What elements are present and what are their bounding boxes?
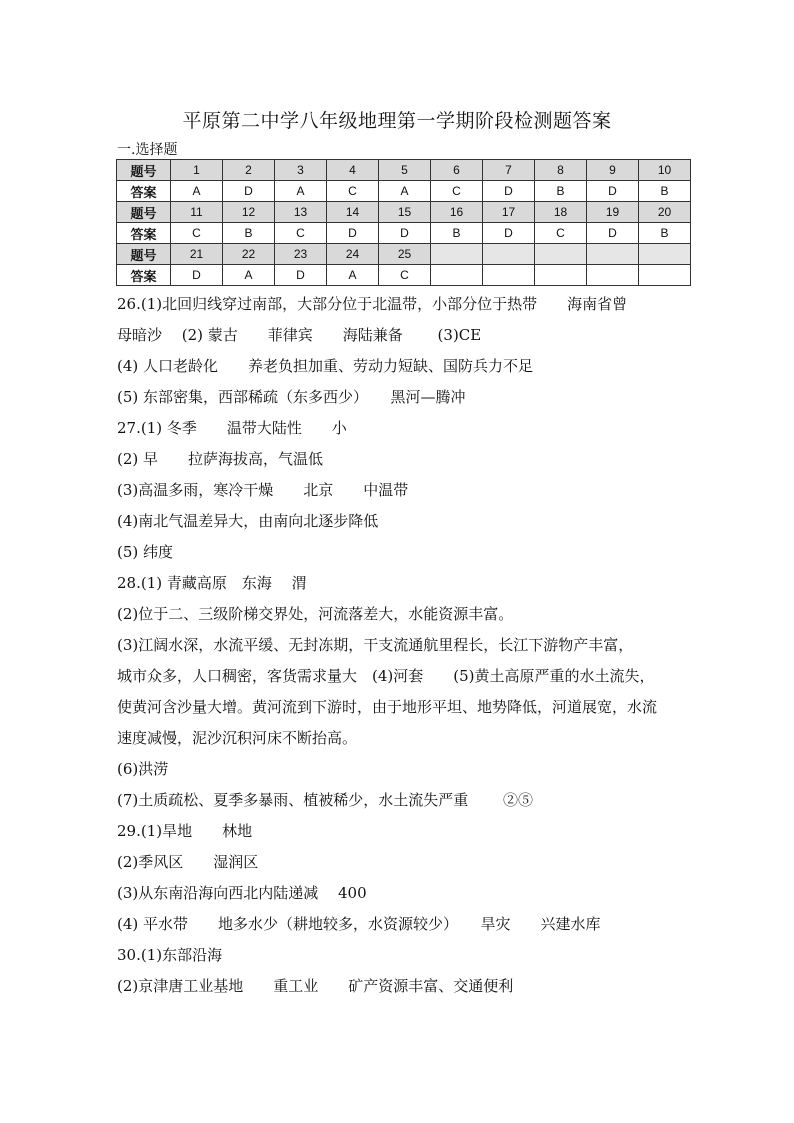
answer-cell [587, 265, 639, 286]
answer-cell [639, 265, 691, 286]
answer-cell [535, 265, 587, 286]
question-number-cell: 4 [327, 160, 379, 181]
answer-cell: D [171, 265, 223, 286]
answer-cell: C [275, 223, 327, 244]
question-number-cell: 21 [171, 244, 223, 265]
answer-line: (4) 人口老龄化 养老负担加重、劳动力短缺、国防兵力不足 [117, 357, 534, 375]
answer-line: (6)洪涝 [117, 760, 169, 778]
answer-line: 母暗沙 (2) 蒙古 菲律宾 海陆兼备 (3)CE [117, 326, 482, 344]
table-number-row [117, 244, 691, 265]
table-answer-row [117, 223, 691, 244]
question-number-cell: 12 [223, 202, 275, 223]
question-number-cell: 19 [587, 202, 639, 223]
answer-cell: C [535, 223, 587, 244]
question-number-cell: 11 [171, 202, 223, 223]
answer-cell: A [379, 181, 431, 202]
answer-line: (4)南北气温差异大，由南向北逐步降低 [117, 512, 379, 530]
question-number-cell: 25 [379, 244, 431, 265]
answer-line: (4) 平水带 地多水少（耕地较多，水资源较少） 旱灾 兴建水库 [117, 915, 601, 933]
question-number-cell: 14 [327, 202, 379, 223]
question-number-cell: 3 [275, 160, 327, 181]
question-number-cell: 5 [379, 160, 431, 181]
answer-cell: C [431, 181, 483, 202]
answer-cell: D [379, 223, 431, 244]
question-number-cell: 22 [223, 244, 275, 265]
answer-line: (5) 纬度 [117, 543, 174, 561]
question-number-cell [639, 244, 691, 265]
question-number-cell [587, 244, 639, 265]
page-title: 平原第二中学八年级地理第一学期阶段检测题答案 [182, 110, 612, 132]
answer-cell [431, 265, 483, 286]
answer-cell: D [587, 181, 639, 202]
row-header-number: 题号 [117, 244, 171, 265]
row-header-number: 题号 [117, 160, 171, 181]
table-answer-row [117, 181, 691, 202]
answer-line: 30.(1)东部沿海 [117, 946, 223, 964]
answer-line: (2)季风区 湿润区 [117, 853, 259, 871]
answer-cell: D [483, 223, 535, 244]
answer-cell: B [223, 223, 275, 244]
answer-cell: B [431, 223, 483, 244]
answer-line: 城市众多，人口稠密，客货需求量大 (4)河套 (5)黄土高原严重的水土流失， [117, 667, 655, 685]
question-number-cell: 6 [431, 160, 483, 181]
answer-line: 27.(1) 冬季 温带大陆性 小 [117, 419, 347, 437]
answer-cell [483, 265, 535, 286]
answer-cell: A [171, 181, 223, 202]
answer-cell: B [535, 181, 587, 202]
question-number-cell: 15 [379, 202, 431, 223]
row-header-answer: 答案 [117, 181, 171, 202]
answer-line: (2)京津唐工业基地 重工业 矿产资源丰富、交通便利 [117, 977, 514, 995]
answer-cell: B [639, 223, 691, 244]
question-number-cell [483, 244, 535, 265]
answer-cell: B [639, 181, 691, 202]
question-number-cell: 9 [587, 160, 639, 181]
question-number-cell: 7 [483, 160, 535, 181]
section-label: 一.选择题 [117, 142, 178, 158]
answer-cell: C [379, 265, 431, 286]
answer-line: (3)从东南沿海向西北内陆递减 400 [117, 884, 367, 902]
answer-cell: C [327, 181, 379, 202]
question-number-cell: 23 [275, 244, 327, 265]
row-header-answer: 答案 [117, 223, 171, 244]
table-number-row [117, 202, 691, 223]
answer-cell: D [327, 223, 379, 244]
table-number-row [117, 160, 691, 181]
answer-lines [117, 292, 687, 1005]
answer-cell: D [483, 181, 535, 202]
question-number-cell: 17 [483, 202, 535, 223]
question-number-cell: 10 [639, 160, 691, 181]
question-number-cell: 18 [535, 202, 587, 223]
question-number-cell: 1 [171, 160, 223, 181]
answer-cell: A [275, 181, 327, 202]
question-number-cell: 13 [275, 202, 327, 223]
answer-cell: A [327, 265, 379, 286]
answer-line: (5) 东部密集，西部稀疏（东多西少） 黑河—腾冲 [117, 388, 466, 406]
row-header-answer: 答案 [117, 265, 171, 286]
answer-cell: D [275, 265, 327, 286]
answer-line: 28.(1) 青藏高原 东海 渭 [117, 574, 307, 592]
answer-cell: D [223, 181, 275, 202]
question-number-cell [535, 244, 587, 265]
answer-line: (7)土质疏松、夏季多暴雨、植被稀少，水土流失严重 ②⑤ [117, 791, 534, 809]
answer-line: 速度减慢，泥沙沉积河床不断抬高。 [117, 729, 358, 747]
answer-cell: A [223, 265, 275, 286]
answer-line: (3)江阔水深，水流平缓、无封冻期，干支流通航里程长，长江下游物产丰富， [117, 636, 634, 654]
row-header-number: 题号 [117, 202, 171, 223]
answer-line: 29.(1)旱地 林地 [117, 822, 253, 840]
question-number-cell: 20 [639, 202, 691, 223]
answer-line: (3)高温多雨，寒冷干燥 北京 中温带 [117, 481, 409, 499]
answer-line: 使黄河含沙量大增。黄河流到下游时，由于地形平坦、地势降低，河道展宽，水流 [117, 698, 658, 716]
question-number-cell: 16 [431, 202, 483, 223]
answer-line: (2) 早 拉萨海拔高，气温低 [117, 450, 324, 468]
answer-table [116, 159, 691, 286]
question-number-cell: 8 [535, 160, 587, 181]
question-number-cell [431, 244, 483, 265]
answer-cell: C [171, 223, 223, 244]
question-number-cell: 2 [223, 160, 275, 181]
question-number-cell: 24 [327, 244, 379, 265]
answer-line: 26.(1)北回归线穿过南部，大部分位于北温带，小部分位于热带 海南省曾 [117, 295, 628, 313]
answer-line: (2)位于二、三级阶梯交界处，河流落差大，水能资源丰富。 [117, 605, 514, 623]
table-answer-row [117, 265, 691, 286]
answer-cell: D [587, 223, 639, 244]
